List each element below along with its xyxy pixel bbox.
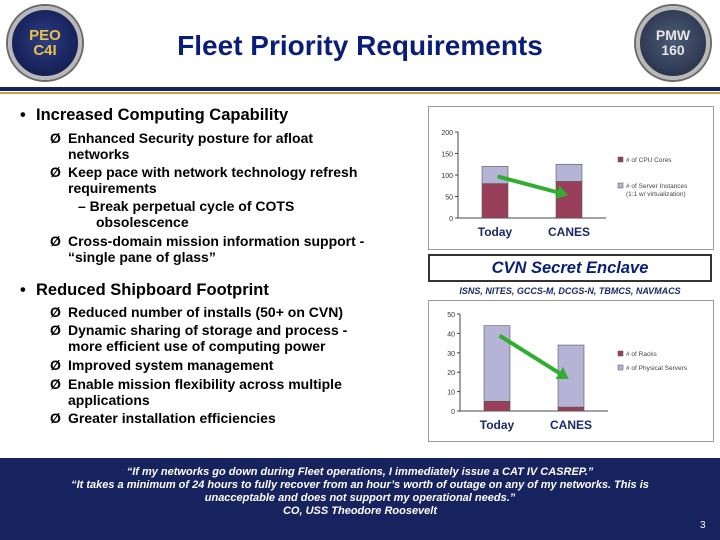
sub-bullet — [50, 322, 348, 354]
y-tick-label: 20 — [447, 370, 455, 378]
legend-swatch — [618, 157, 623, 162]
slide-title: Fleet Priority Requirements — [177, 30, 543, 61]
quote-line: “If my networks go down during Fleet operations, I immediately issue a CAT IV CASREP.” — [126, 466, 594, 478]
sub-bullet-text: Enhanced Security posture for afloat — [68, 130, 314, 146]
sub-bullet-text: requirements — [68, 180, 157, 196]
arrow-bullet-icon: Ø — [50, 376, 61, 392]
x-tick-label: Today — [479, 418, 515, 432]
legend-swatch — [618, 365, 623, 370]
arrow-bullet-icon: Ø — [50, 410, 61, 426]
arrow-bullet-icon: Ø — [50, 233, 61, 249]
x-tick-label: CANES — [549, 418, 593, 432]
header-rule — [0, 87, 720, 91]
sub-bullet — [50, 376, 342, 408]
arrow-bullet-icon: Ø — [50, 322, 61, 338]
quote-line: unacceptable and does not support my operational needs.” — [204, 492, 516, 504]
y-tick-label: 30 — [447, 350, 455, 358]
sub-bullet — [50, 233, 365, 265]
bullet-heading-label: Reduced Shipboard Footprint — [36, 281, 269, 299]
x-tick-label: CANES — [547, 225, 591, 239]
x-tick-label: Today — [477, 225, 513, 239]
y-tick-label: 100 — [441, 173, 453, 180]
legend-label: # of CPU Cores — [626, 157, 672, 164]
sub-bullet-text: applications — [68, 392, 150, 408]
sub-bullet-text: Dynamic sharing of storage and process - — [68, 322, 348, 338]
arrow-bullet-icon: Ø — [50, 357, 61, 373]
sub-bullet-text: Keep pace with network technology refresh — [68, 164, 358, 180]
y-tick-label: 40 — [447, 331, 455, 339]
arrow-bullet-icon: Ø — [50, 130, 61, 146]
sub-sub-bullet-text: – Break perpetual cycle of COTS — [78, 198, 295, 214]
legend-swatch — [618, 183, 623, 188]
sub-sub-bullet — [78, 198, 294, 230]
arrow-bullet-icon: Ø — [50, 164, 61, 180]
legend-label: # of Racks — [626, 351, 657, 358]
sub-sub-bullet-text: obsolescence — [96, 214, 189, 230]
y-tick-label: 150 — [441, 151, 453, 159]
sub-bullet-text: Greater installation efficiencies — [68, 410, 276, 426]
sub-bullet-text: more efficient use of computing power — [68, 338, 326, 354]
arrow-bullet-icon: Ø — [50, 304, 61, 320]
y-tick-label: 50 — [447, 312, 455, 319]
legend-label: # of Physical Servers — [626, 365, 688, 372]
quote-attribution: CO, USS Theodore Roosevelt — [282, 505, 438, 517]
bullet-heading — [20, 281, 269, 300]
computing-chart — [428, 106, 714, 250]
sub-bullet-text: Cross-domain mission information support - — [68, 233, 365, 249]
bullet-heading — [20, 106, 288, 125]
legend-swatch — [618, 351, 623, 356]
quote-block — [20, 466, 700, 518]
bar-segment — [482, 166, 508, 183]
footprint-chart — [428, 300, 714, 442]
bar-segment — [556, 164, 582, 181]
bar-segment — [484, 401, 510, 411]
slide-header — [0, 0, 720, 90]
sub-bullet-text: Reduced number of installs (50+ on CVN) — [68, 304, 343, 320]
bullet-dot-icon: • — [20, 281, 26, 299]
sub-bullet — [50, 357, 274, 373]
page-number: 3 — [700, 520, 706, 531]
pmw-160-seal-text: PMW 160 — [655, 27, 691, 58]
sub-bullet — [50, 410, 276, 426]
bar-segment — [482, 184, 508, 218]
bar-segment — [484, 326, 510, 402]
sub-bullet — [50, 164, 358, 196]
enclave-systems: ISNS, NITES, GCCS-M, DCGS-N, TBMCS, NAVMACS — [459, 286, 681, 296]
pmw-160-seal-icon — [636, 6, 710, 80]
sub-bullet-text: “single pane of glass” — [68, 249, 216, 265]
peo-c4i-seal-text: PEO C4I — [29, 27, 61, 59]
sub-bullet — [50, 130, 314, 162]
legend-label-line: # of Server Instances — [626, 183, 688, 190]
header-accent-rule — [0, 92, 720, 94]
sub-bullet-text: networks — [68, 146, 130, 162]
bar-segment — [558, 407, 584, 411]
legend-label-line: (1:1 w/ virtualization) — [626, 191, 686, 198]
sub-bullet — [50, 304, 343, 320]
bullet-dot-icon: • — [20, 106, 26, 124]
quote-line: “It takes a minimum of 24 hours to fully recover from an hour’s worth of outage on any of my networks. This is — [71, 479, 649, 491]
peo-c4i-seal-icon — [8, 6, 82, 80]
sub-bullet-text: Enable mission flexibility across multiple — [68, 376, 342, 392]
enclave-title: CVN Secret Enclave — [428, 254, 712, 282]
y-tick-label: 10 — [447, 389, 455, 397]
y-tick-label: 200 — [441, 130, 453, 137]
legend-label — [626, 183, 688, 198]
y-tick-label: 0 — [451, 409, 455, 416]
y-tick-label: 50 — [445, 194, 453, 202]
y-tick-label: 0 — [449, 216, 453, 223]
sub-bullet-text: Improved system management — [68, 357, 274, 373]
bullet-heading-label: Increased Computing Capability — [36, 106, 289, 124]
